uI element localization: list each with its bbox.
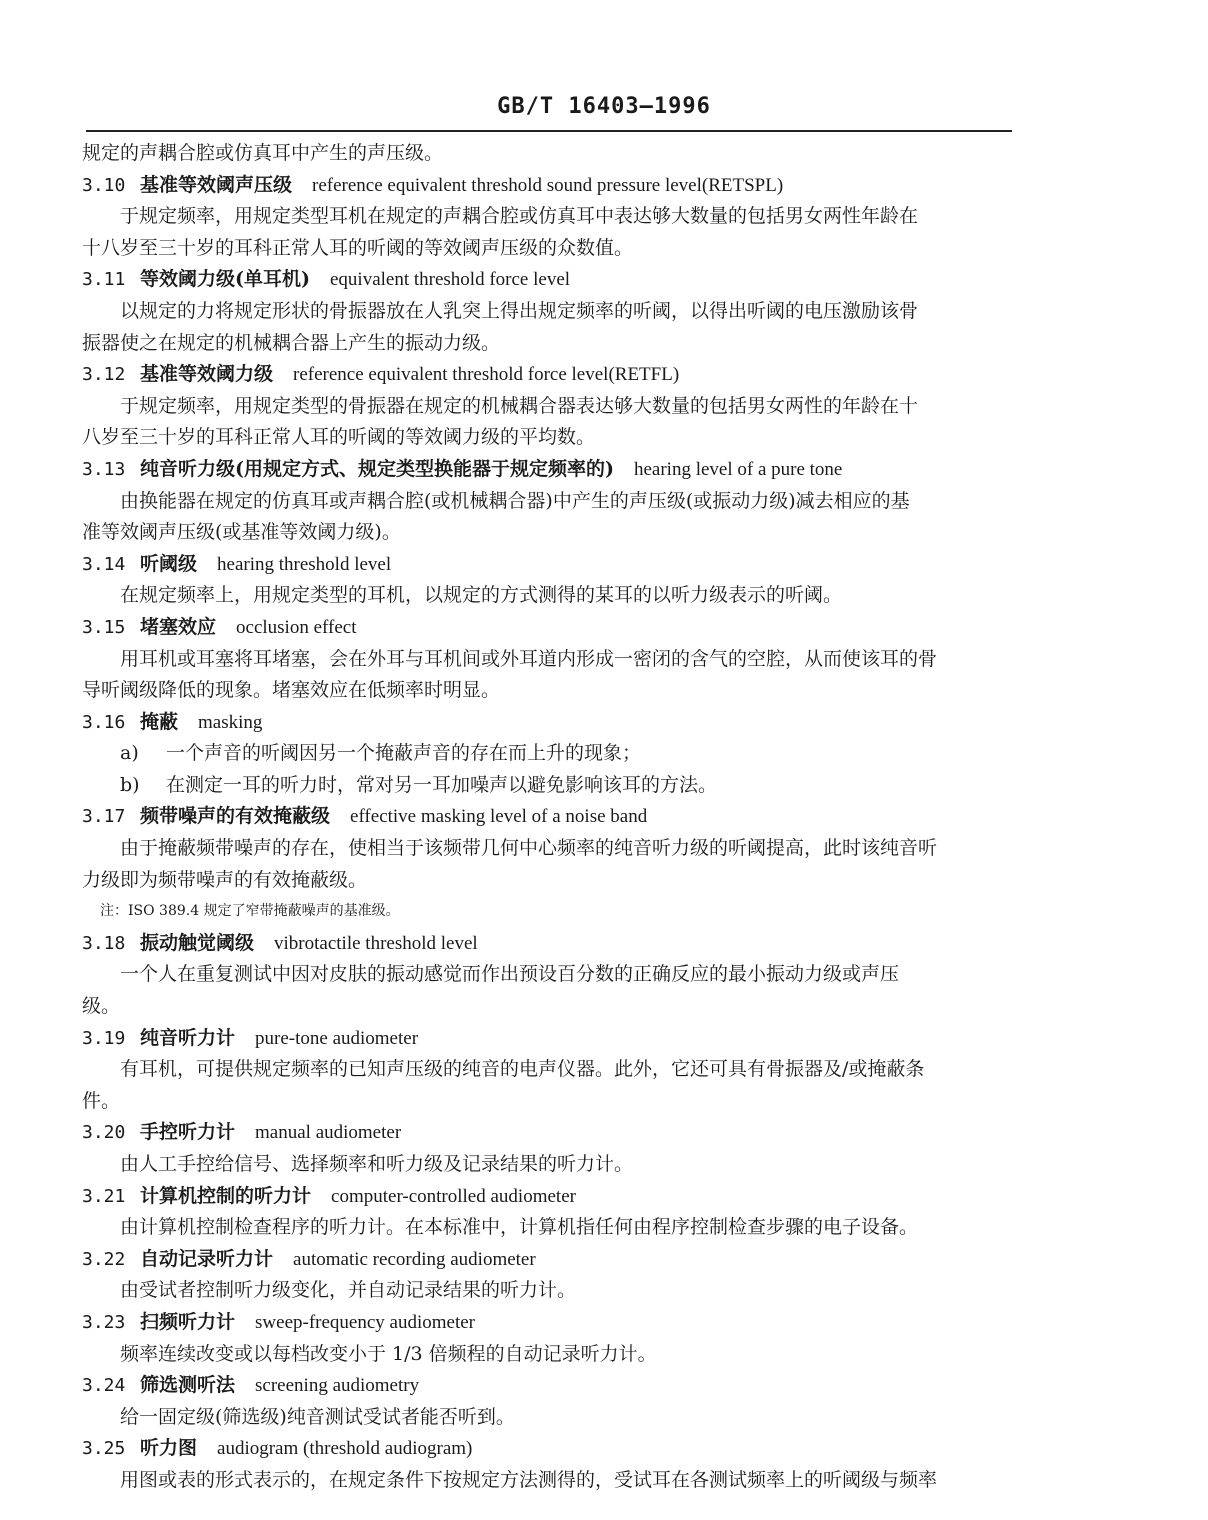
term-chinese: 等效阈力级(单耳机)	[140, 268, 310, 291]
term-english: vibrotactile threshold level	[274, 932, 478, 954]
term-english: screening audiometry	[255, 1375, 420, 1397]
term-english: reference equivalent threshold sound pressure level(RETSPL)	[312, 174, 784, 196]
term-english: automatic recording audiometer	[293, 1248, 536, 1270]
term-english: effective masking level of a noise band	[350, 806, 648, 828]
term-chinese: 掩蔽	[140, 710, 179, 733]
paragraph-line: 用图或表的形式表示的，在规定条件下按规定方法测得的，受试耳在各测试频率上的听阈级与频率	[120, 1468, 938, 1491]
term-english: manual audiometer	[255, 1122, 402, 1144]
term-chinese: 计算机控制的听力计	[140, 1184, 312, 1207]
term-number: 3.19	[82, 1027, 126, 1049]
paragraph-line: 准等效阈声压级(或基准等效阈力级)。	[82, 521, 401, 544]
term-heading	[82, 1181, 1012, 1213]
paragraph-line: 于规定频率，用规定类型的骨振器在规定的机械耦合器表达够大数量的包括男女两性的年龄在十	[120, 394, 919, 417]
term-chinese: 听力图	[140, 1437, 198, 1460]
term-chinese: 频带噪声的有效掩蔽级	[140, 805, 331, 828]
term-chinese: 听阈级	[140, 552, 198, 575]
term-number: 3.10	[82, 174, 126, 196]
paragraph-line: 用耳机或耳塞将耳堵塞，会在外耳与耳机间或外耳道内形成一密闭的含气的空腔，从而使该耳的骨	[120, 647, 938, 670]
term-number: 3.22	[82, 1248, 126, 1270]
paragraph-line: 力级即为频带噪声的有效掩蔽级。	[82, 868, 368, 891]
term-heading	[82, 707, 1012, 739]
term-chinese: 扫频听力计	[140, 1310, 236, 1333]
paragraph-line: 规定的声耦合腔或仿真耳中产生的声压级。	[82, 142, 444, 164]
note-text: 注：ISO 389.4 规定了窄带掩蔽噪声的基准级。	[100, 903, 400, 920]
term-number: 3.13	[82, 458, 126, 480]
term-number: 3.17	[82, 806, 126, 828]
paragraph-line: 由人工手控给信号、选择频率和听力级及记录结果的听力计。	[120, 1153, 634, 1175]
term-heading	[82, 454, 1012, 486]
term-english: hearing level of a pure tone	[633, 458, 843, 480]
term-chinese: 基准等效阈声压级	[140, 173, 293, 196]
paragraph-line: 在规定频率上，用规定类型的耳机，以规定的方式测得的某耳的以听力级表示的听阈。	[120, 584, 843, 607]
term-number: 3.24	[82, 1375, 126, 1397]
term-heading	[82, 1370, 1012, 1402]
paragraph-line: 十八岁至三十岁的耳科正常人耳的听阈的等效阈声压级的众数值。	[82, 236, 634, 259]
document-body	[82, 138, 1012, 1497]
paragraph-line: 八岁至三十岁的耳科正常人耳的听阈的等效阈力级的平均数。	[82, 426, 596, 449]
list-text: 在测定一耳的听力时，常对另一耳加噪声以避免影响该耳的方法。	[166, 773, 718, 796]
term-english: hearing threshold level	[217, 553, 392, 575]
list-marker: b)	[120, 773, 140, 796]
term-english: audiogram (threshold audiogram)	[217, 1438, 473, 1460]
paragraph-line: 一个人在重复测试中因对皮肤的振动感觉而作出预设百分数的正确反应的最小振动力级或声压	[120, 963, 900, 986]
paragraph-line: 振器使之在规定的机械耦合器上产生的振动力级。	[82, 331, 501, 354]
term-chinese: 纯音听力计	[140, 1026, 236, 1049]
term-heading	[82, 549, 1012, 581]
term-number: 3.12	[82, 364, 126, 386]
term-heading	[82, 612, 1012, 644]
term-heading	[82, 1433, 1012, 1465]
paragraph-line: 给一固定级(筛选级)纯音测试受试者能否听到。	[120, 1405, 515, 1428]
term-english: computer-controlled audiometer	[331, 1185, 576, 1207]
paragraph-line: 由换能器在规定的仿真耳或声耦合腔(或机械耦合器)中产生的声压级(或振动力级)减去相应的基	[120, 489, 910, 512]
term-number: 3.16	[82, 711, 126, 733]
paragraph-line: 由于掩蔽频带噪声的存在，使相当于该频带几何中心频率的纯音听力级的听阈提高，此时该纯音听	[120, 837, 938, 860]
term-heading	[82, 170, 1012, 202]
term-heading	[82, 359, 1012, 391]
term-heading	[82, 1307, 1012, 1339]
paragraph-line: 级。	[82, 995, 121, 1018]
term-chinese: 振动触觉阈级	[140, 931, 255, 954]
list-marker: a)	[120, 742, 139, 765]
term-number: 3.15	[82, 616, 126, 638]
header-rule	[86, 130, 1012, 132]
term-chinese: 堵塞效应	[140, 615, 217, 638]
term-heading	[82, 1244, 1012, 1276]
term-heading	[82, 264, 1012, 296]
term-english: masking	[198, 711, 263, 733]
term-chinese: 手控听力计	[140, 1121, 236, 1144]
term-chinese: 纯音听力级(用规定方式、规定类型换能器于规定频率的)	[140, 457, 614, 480]
term-number: 3.25	[82, 1438, 126, 1460]
paragraph-line: 导听阈级降低的现象。堵塞效应在低频率时明显。	[82, 679, 501, 702]
term-number: 3.11	[82, 269, 126, 291]
term-chinese: 自动记录听力计	[140, 1247, 274, 1270]
paragraph-line: 频率连续改变或以每档改变小于 1/3 倍频程的自动记录听力计。	[120, 1342, 657, 1365]
paragraph-line: 件。	[82, 1089, 121, 1112]
paragraph-line: 于规定频率，用规定类型耳机在规定的声耦合腔或仿真耳中表达够大数量的包括男女两性年龄在	[120, 205, 919, 228]
term-heading	[82, 1117, 1012, 1149]
term-number: 3.21	[82, 1185, 126, 1207]
term-heading	[82, 928, 1012, 960]
paragraph-line: 由受试者控制听力级变化，并自动记录结果的听力计。	[120, 1279, 577, 1302]
term-chinese: 筛选测听法	[140, 1374, 236, 1397]
term-english: reference equivalent threshold force level(RETFL)	[293, 364, 680, 386]
term-number: 3.14	[82, 553, 126, 575]
term-heading	[82, 1023, 1012, 1055]
list-text: 一个声音的听阈因另一个掩蔽声音的存在而上升的现象；	[166, 742, 642, 765]
paragraph-line: 有耳机，可提供规定频率的已知声压级的纯音的电声仪器。此外，它还可具有骨振器及/或掩蔽条	[120, 1058, 925, 1081]
term-number: 3.23	[82, 1311, 126, 1333]
term-chinese: 基准等效阈力级	[140, 363, 274, 386]
term-number: 3.18	[82, 932, 126, 954]
paragraph-line: 以规定的力将规定形状的骨振器放在人乳突上得出规定频率的听阈，以得出听阈的电压激励该骨	[120, 299, 919, 322]
term-english: equivalent threshold force level	[329, 269, 571, 291]
list-item	[82, 738, 1012, 770]
paragraph-line: 由计算机控制检查程序的听力计。在本标准中，计算机指任何由程序控制检查步骤的电子设备。	[120, 1216, 919, 1239]
term-english: pure-tone audiometer	[255, 1027, 419, 1049]
page-header: GB/T 16403—1996	[497, 94, 711, 119]
term-english: sweep-frequency audiometer	[255, 1311, 475, 1333]
term-number: 3.20	[82, 1122, 126, 1144]
list-item	[82, 770, 1012, 802]
term-english: occlusion effect	[236, 616, 357, 638]
term-heading	[82, 801, 1012, 833]
